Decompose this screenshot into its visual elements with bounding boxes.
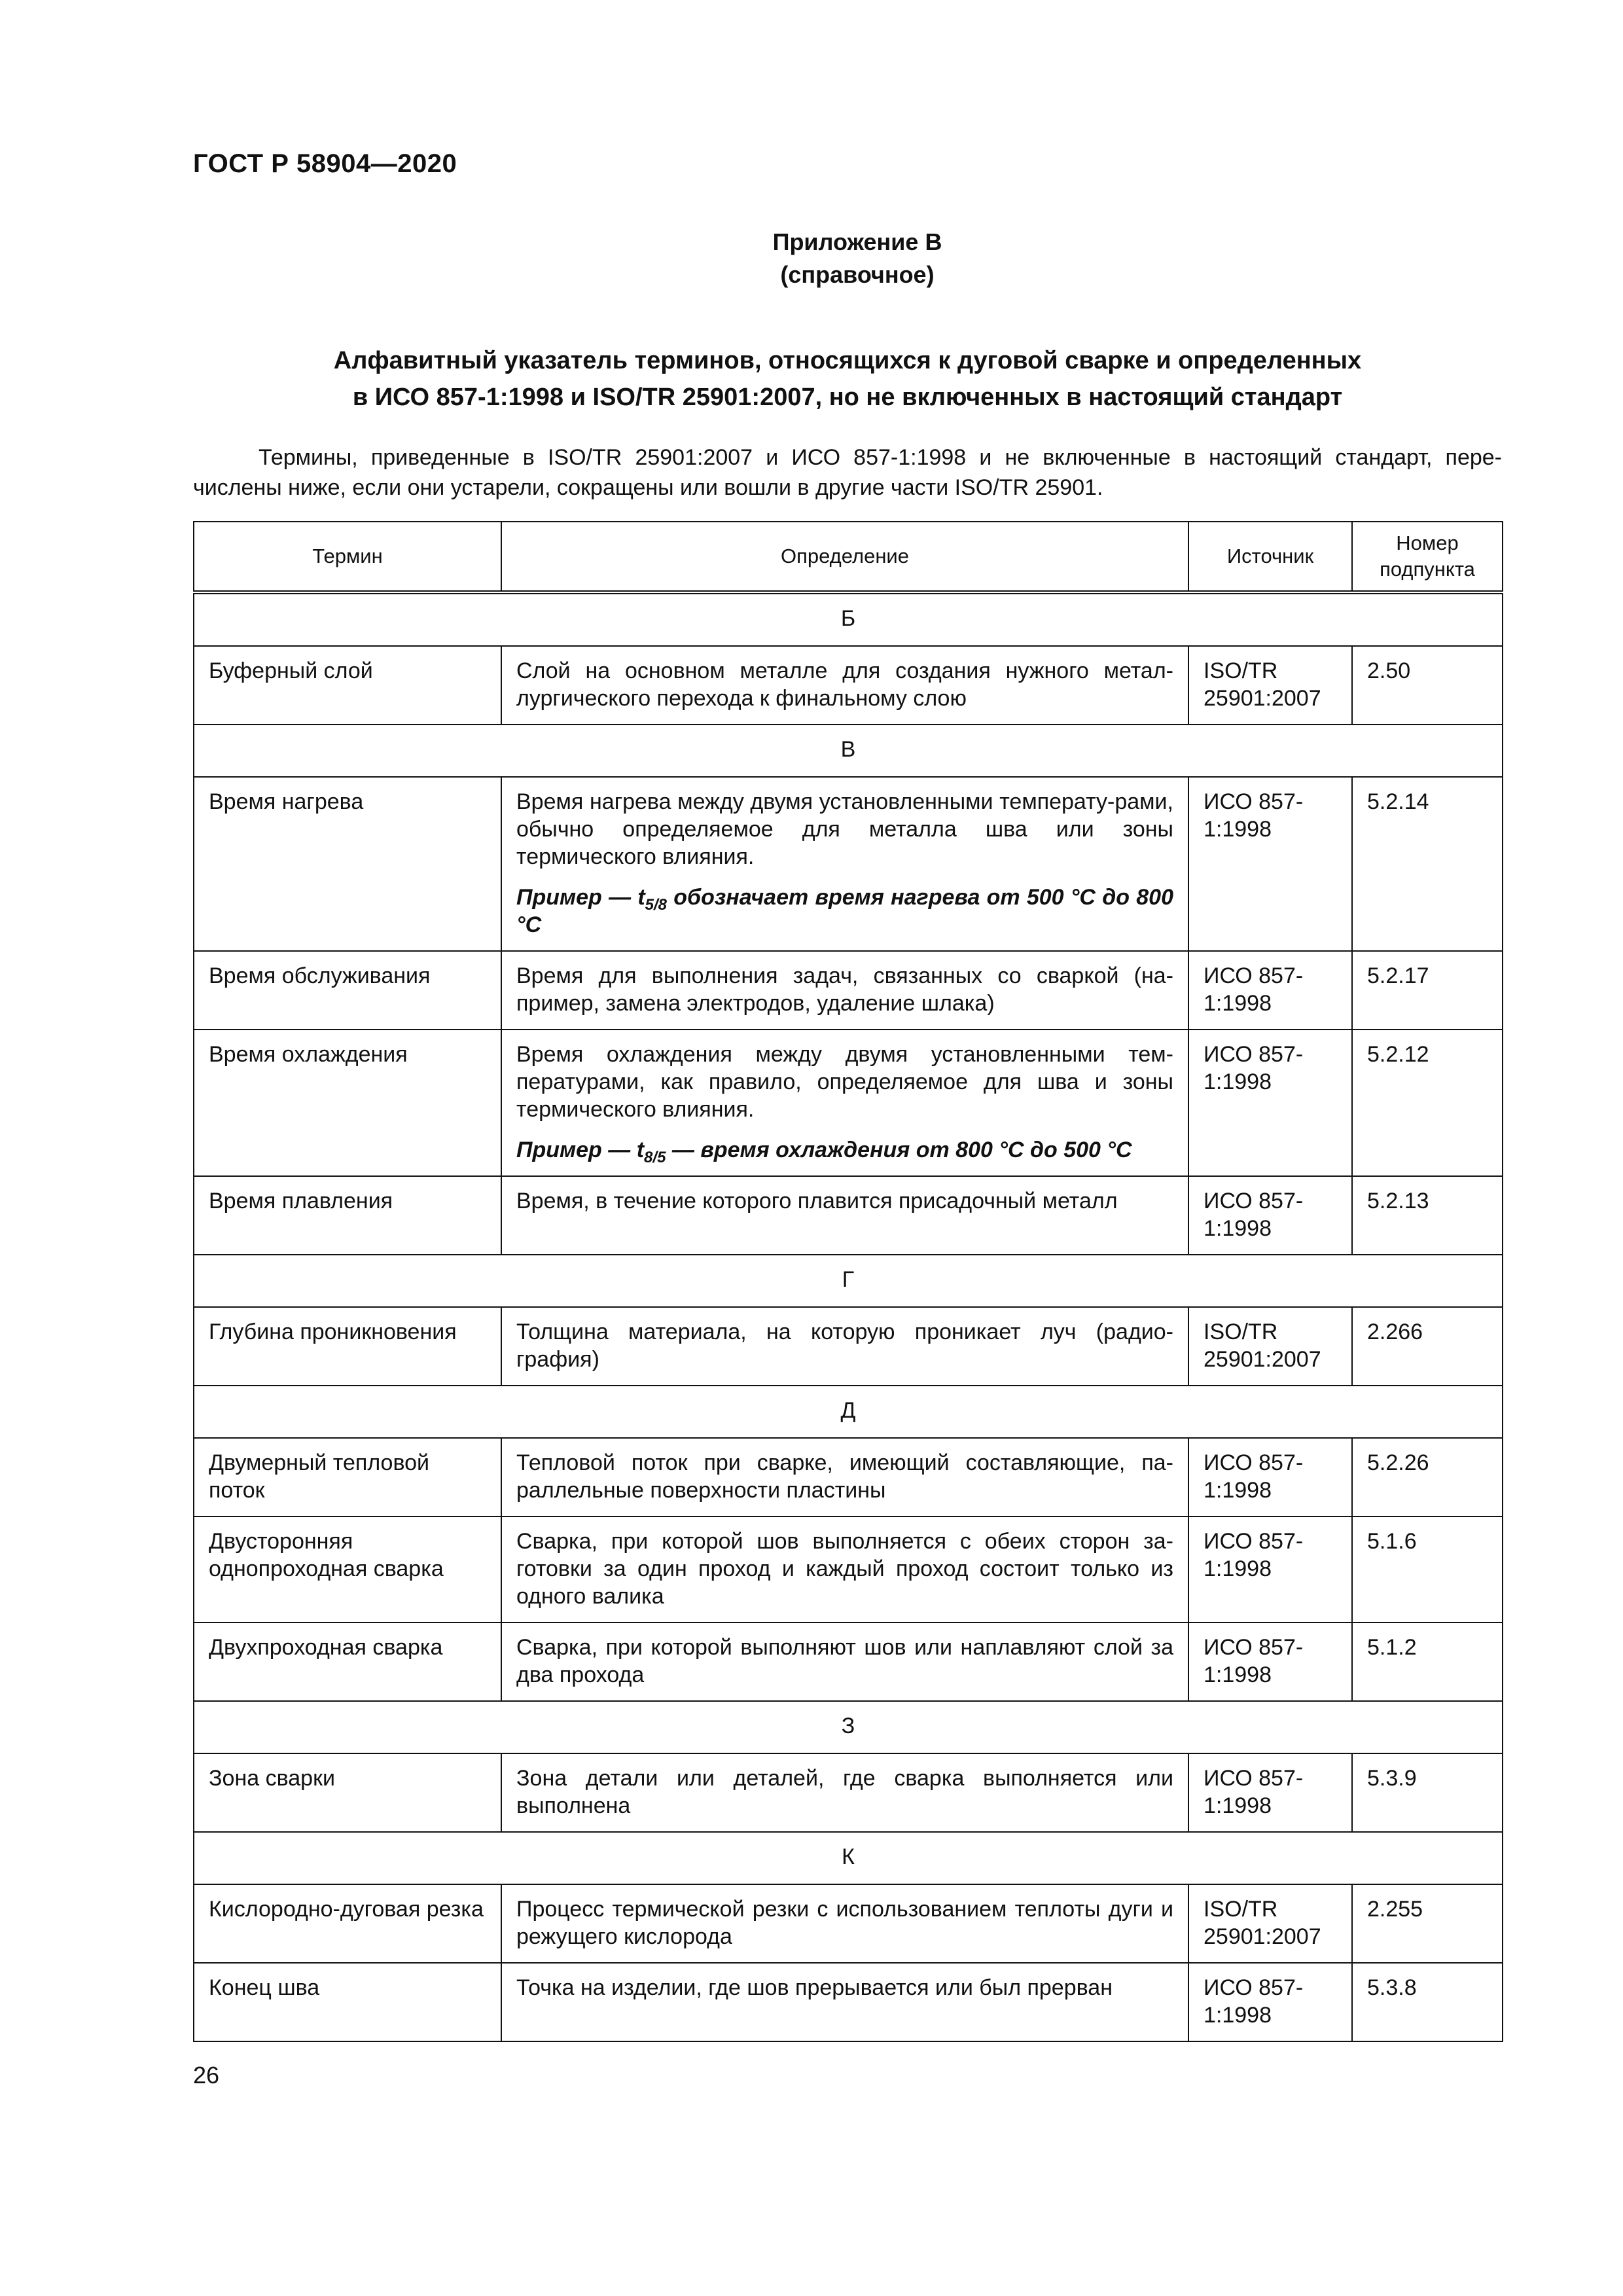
terms-table	[193, 521, 1503, 2042]
term-cell: Двусторонняя однопроходная сварка	[194, 1516, 501, 1623]
definition-cell	[501, 1176, 1188, 1255]
definition-text: Время охлаждения между двумя установленными тем-пературами, как правило, определяемое для шва и зоны термического влияния.	[516, 1042, 1173, 1122]
header-number: Номер подпункта	[1352, 522, 1503, 592]
term-cell: Конец шва	[194, 1963, 501, 2041]
term-cell: Кислородно-дуговая резка	[194, 1884, 501, 1963]
header-definition: Определение	[501, 522, 1188, 592]
number-cell: 2.266	[1352, 1307, 1503, 1386]
definition-text: Сварка, при которой шов выполняется с обеих сторон за-готовки за один проход и каждый проход состоит только из одного валика	[516, 1529, 1173, 1609]
header-source: Источник	[1188, 522, 1352, 592]
number-cell: 5.1.6	[1352, 1516, 1503, 1623]
source-cell: ИСО 857-1:1998	[1188, 1176, 1352, 1255]
term-cell: Буферный слой	[194, 646, 501, 725]
source-cell: ИСО 857-1:1998	[1188, 777, 1352, 951]
header-term: Термин	[194, 522, 501, 592]
source-cell: ISO/TR 25901:2007	[1188, 1884, 1352, 1963]
number-cell: 5.3.8	[1352, 1963, 1503, 2041]
number-cell: 5.2.17	[1352, 951, 1503, 1030]
source-cell: ИСО 857-1:1998	[1188, 951, 1352, 1030]
definition-cell	[501, 1030, 1188, 1176]
term-cell: Зона сварки	[194, 1753, 501, 1832]
definition-text: Точка на изделии, где шов прерывается или был прерван	[516, 1975, 1113, 2000]
source-cell: ISO/TR 25901:2007	[1188, 646, 1352, 725]
section-letter: Г	[194, 1255, 1503, 1307]
source-cell: ИСО 857-1:1998	[1188, 1753, 1352, 1832]
section-title	[193, 342, 1502, 416]
table-row	[194, 1753, 1503, 1832]
source-cell: ИСО 857-1:1998	[1188, 1030, 1352, 1176]
definition-cell	[501, 1623, 1188, 1701]
term-cell: Время нагрева	[194, 777, 501, 951]
section-letter: Б	[194, 592, 1503, 646]
definition-text: Время для выполнения задач, связанных со сваркой (на-пример, замена электродов, удаление шлака)	[516, 963, 1173, 1016]
definition-cell	[501, 1307, 1188, 1386]
section-letter: К	[194, 1832, 1503, 1884]
example-suffix: обозначает время нагрева от 500 °C до 800 °C	[516, 885, 1173, 937]
table-row	[194, 777, 1503, 951]
section-letter: В	[194, 725, 1503, 777]
definition-text: Толщина материала, на которую проникает луч (радио-графия)	[516, 1319, 1173, 1372]
table-row	[194, 1963, 1503, 2041]
section-title-line-1: Алфавитный указатель терминов, относящихся к дуговой сварке и определенных	[333, 347, 1362, 374]
letter-row	[194, 1386, 1503, 1438]
term-cell: Двумерный тепловой поток	[194, 1438, 501, 1516]
letter-row	[194, 1832, 1503, 1884]
letter-row	[194, 1255, 1503, 1307]
table-row	[194, 1030, 1503, 1176]
appendix-title: Приложение В	[772, 228, 942, 255]
definition-example	[516, 1136, 1173, 1164]
table-row	[194, 1623, 1503, 1701]
number-cell: 2.255	[1352, 1884, 1503, 1963]
term-cell: Двухпроходная сварка	[194, 1623, 501, 1701]
definition-cell	[501, 1516, 1188, 1623]
number-cell: 5.1.2	[1352, 1623, 1503, 1701]
table-header-row	[194, 522, 1503, 592]
definition-text: Зона детали или деталей, где сварка выполняется или выполнена	[516, 1766, 1173, 1818]
definition-text: Тепловой поток при сварке, имеющий составляющие, па-раллельные поверхности пластины	[516, 1450, 1173, 1503]
table-row	[194, 951, 1503, 1030]
section-letter: Д	[194, 1386, 1503, 1438]
intro-line-2: числены ниже, если они устарели, сокращены или вошли в другие части ISO/TR 25901.	[193, 475, 1103, 500]
table-body	[194, 592, 1503, 2041]
intro-paragraph	[193, 442, 1502, 503]
term-cell: Глубина проникновения	[194, 1307, 501, 1386]
source-cell: ISO/TR 25901:2007	[1188, 1307, 1352, 1386]
definition-text: Время, в течение которого плавится присадочный металл	[516, 1189, 1118, 1213]
table-row	[194, 1307, 1503, 1386]
definition-text: Сварка, при которой выполняют шов или наплавляют слой за два прохода	[516, 1635, 1173, 1687]
definition-text: Процесс термической резки с использованием теплоты дуги и режущего кислорода	[516, 1897, 1173, 1949]
definition-cell	[501, 1884, 1188, 1963]
number-cell: 5.2.14	[1352, 777, 1503, 951]
table-row	[194, 1176, 1503, 1255]
definition-cell	[501, 951, 1188, 1030]
page-number: 26	[193, 2062, 220, 2089]
source-cell: ИСО 857-1:1998	[1188, 1963, 1352, 2041]
source-cell: ИСО 857-1:1998	[1188, 1516, 1352, 1623]
intro-line-1: Термины, приведенные в ISO/TR 25901:2007 и ИСО 857-1:1998 и не включенные в настоящий стандарт, пере-	[259, 445, 1502, 470]
table-row	[194, 1438, 1503, 1516]
definition-cell	[501, 1438, 1188, 1516]
number-cell: 2.50	[1352, 646, 1503, 725]
letter-row	[194, 592, 1503, 646]
number-cell: 5.3.9	[1352, 1753, 1503, 1832]
source-cell: ИСО 857-1:1998	[1188, 1438, 1352, 1516]
definition-cell	[501, 646, 1188, 725]
example-prefix: Пример — t	[516, 885, 645, 910]
term-cell: Время охлаждения	[194, 1030, 501, 1176]
table-row	[194, 1884, 1503, 1963]
letter-row	[194, 725, 1503, 777]
example-subscript: 8/5	[644, 1148, 666, 1166]
number-cell: 5.2.12	[1352, 1030, 1503, 1176]
section-letter: З	[194, 1701, 1503, 1753]
table-row	[194, 1516, 1503, 1623]
document-code: ГОСТ Р 58904—2020	[193, 149, 457, 178]
source-cell: ИСО 857-1:1998	[1188, 1623, 1352, 1701]
definition-text: Время нагрева между двумя установленными температу-рами, обычно определяемое для металла шва или зоны термического влияния.	[516, 789, 1173, 869]
term-cell: Время плавления	[194, 1176, 501, 1255]
number-cell: 5.2.26	[1352, 1438, 1503, 1516]
definition-cell	[501, 1963, 1188, 2041]
example-suffix: — время охлаждения от 800 °C до 500 °C	[666, 1138, 1132, 1162]
appendix-type: (справочное)	[780, 261, 935, 288]
number-cell: 5.2.13	[1352, 1176, 1503, 1255]
term-cell: Время обслуживания	[194, 951, 501, 1030]
letter-row	[194, 1701, 1503, 1753]
example-subscript: 5/8	[645, 895, 668, 914]
section-title-line-2: в ИСО 857-1:1998 и ISO/TR 25901:2007, но не включенных в настоящий стандарт	[352, 384, 1343, 411]
definition-text: Слой на основном металле для создания нужного метал-лургического перехода к финальному слою	[516, 658, 1173, 711]
table-row	[194, 646, 1503, 725]
definition-cell	[501, 1753, 1188, 1832]
example-prefix: Пример — t	[516, 1138, 645, 1162]
definition-example	[516, 884, 1173, 939]
definition-cell	[501, 777, 1188, 951]
